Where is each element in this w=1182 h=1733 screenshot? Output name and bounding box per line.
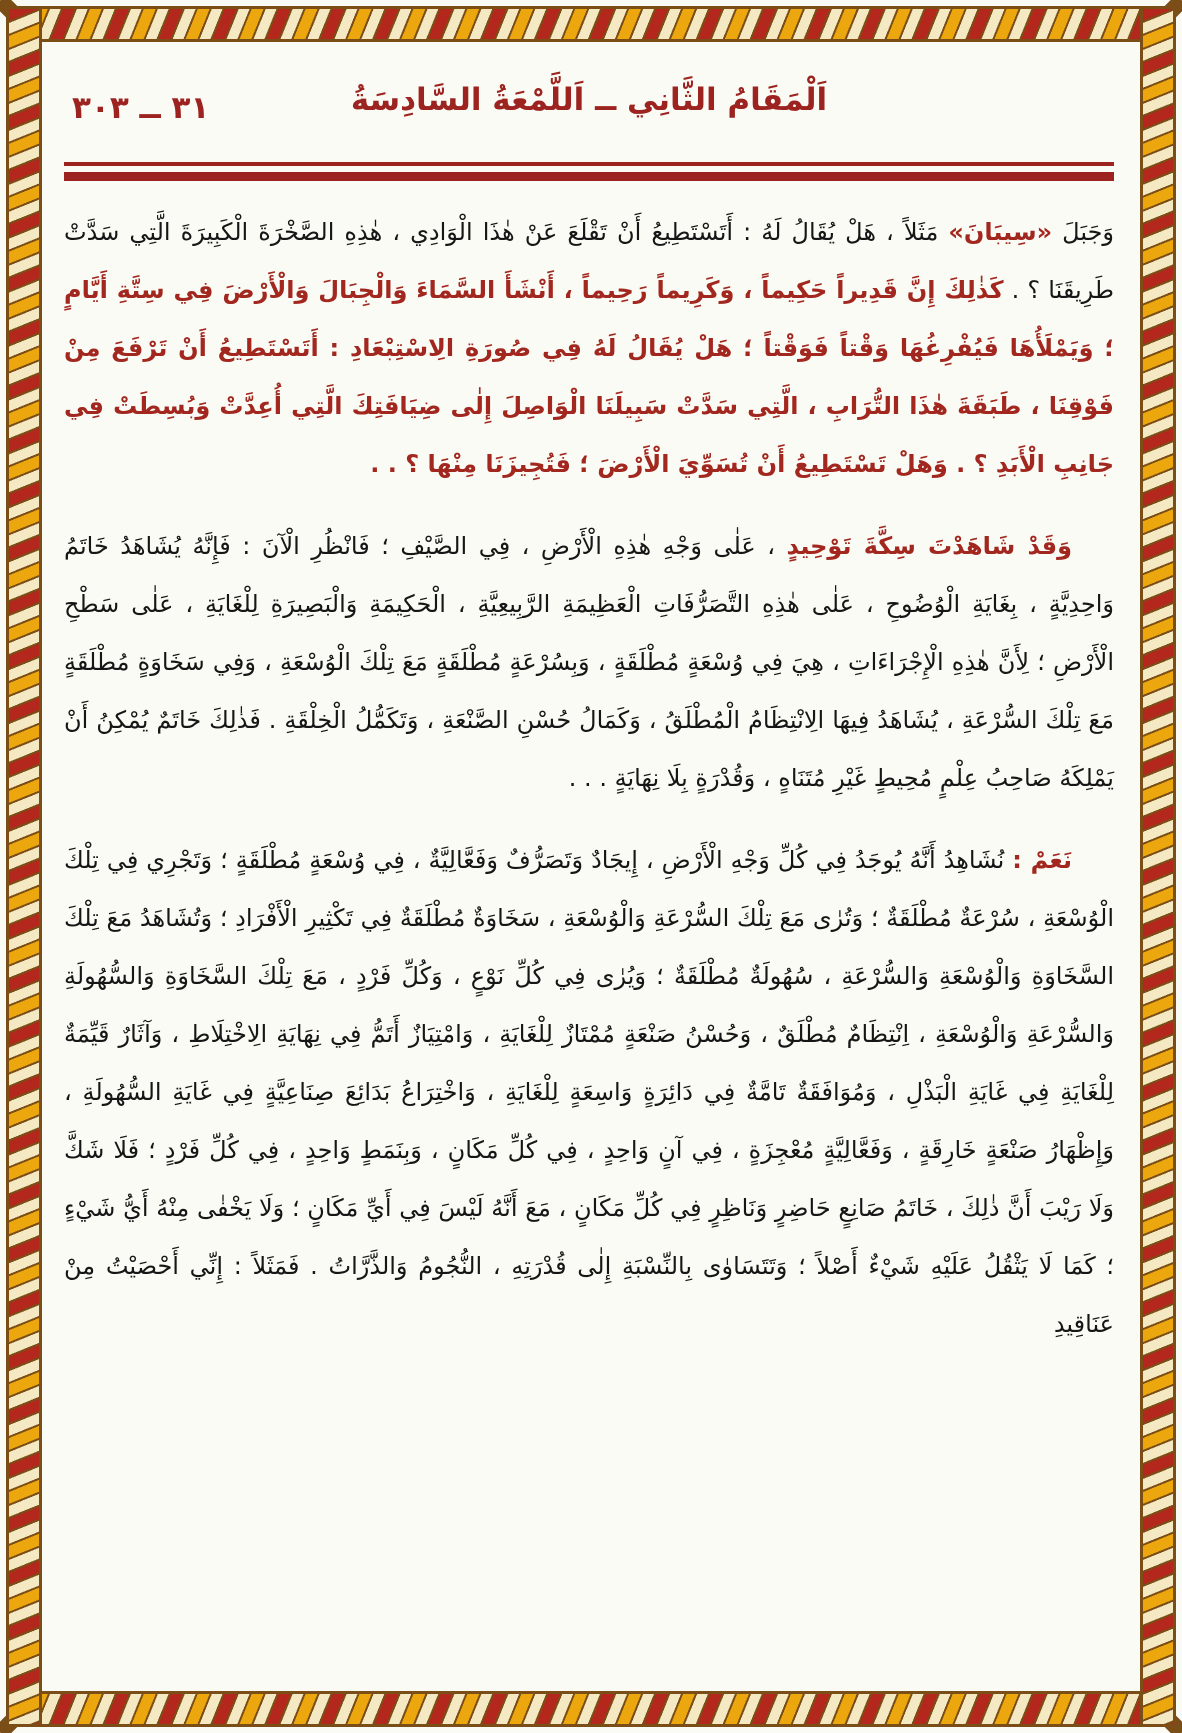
text-segment: ، عَلٰى وَجْهِ هٰذِهِ الْأَرْضِ ، فِي الصَّيْفِ ؛ فَانْظُرِ الْآنَ : فَإِنَّهُ يُشَاهَدُ خَاتَمُ وَاحِدِيَّةٍ ، بِغَايَةِ الْوُضُوحِ ، عَلٰى هٰذِهِ التَّصَرُّفَاتِ الْعَظِيمَةِ الرَّبِيعِيَّةِ ، الْحَكِيمَةِ وَالْبَصِيرَةِ لِلْغَايَةِ ، عَلٰى سَطْحِ الْأَرْضِ ؛ لِأَنَّ هٰذِهِ الْإِجْرَاءَاتِ ، هِيَ فِي وُسْعَةٍ مُطْلَقَةٍ ، وَبِسُرْعَةٍ مُطْلَقَةٍ مَعَ تِلْكَ الْوُسْعَةِ ، وَفِي سَخَاوَةٍ مُطْلَقَةٍ مَعَ تِلْكَ السُّرْعَةِ ، يُشَاهَدُ فِيهَا الِانْتِظَامُ الْمُطْلَقُ ، وَكَمَالُ حُسْنِ الصَّنْعَةِ ، وَتَكَمُّلُ الْخِلْقَةِ . فَذٰلِكَ خَاتَمٌ يُمْكِنُ أَنْ يَمْلِكَهُ صَاحِبُ عِلْمٍ مُحِيطٍ غَيْرِ مُتَنَاهٍ ، وَقُدْرَةٍ بِلَا نِهَايَةٍ . . . — [64, 532, 1114, 792]
header-divider — [64, 162, 1114, 181]
paragraph — [64, 203, 1114, 493]
page-content — [42, 42, 1140, 1691]
text-segment-emphasis: نَعَمْ : — [1012, 846, 1072, 874]
decorative-border-top — [6, 6, 1176, 42]
decorative-border-bottom — [6, 1691, 1176, 1727]
divider-thick-line — [64, 172, 1114, 181]
divider-thin-line — [64, 162, 1114, 166]
page-title: اَلْمَقَامُ الثَّانِي ــ اَللَّمْعَةُ السَّادِسَةُ — [350, 82, 828, 118]
text-segment-emphasis: «سِيبَانَ» — [948, 218, 1053, 246]
decorative-border-right — [1140, 6, 1176, 1727]
decorative-border-left — [6, 6, 42, 1727]
text-segment: وَجَبَلَ — [1052, 218, 1114, 246]
text-segment-emphasis: وَقَدْ شَاهَدْتَ سِكَّةَ تَوْحِيدٍ — [786, 532, 1072, 560]
page-numbers: ٣١ ــ ٣٠٣ — [72, 90, 210, 126]
text-segment: مَثَلاً ، هَلْ يُقَالُ لَهُ : أَتَسْتَطِيعُ أَنْ تَقْلَعَ عَنْ هٰذَا الْوَادِي ، هٰذِهِ الصَّخْرَةَ الْكَبِيرَةَ الَّتِي سَدَّتْ طَرِيقَنَا ؟ . — [64, 218, 1115, 304]
body-text — [64, 203, 1114, 1353]
page-header — [64, 76, 1114, 150]
text-segment: نُشَاهِدُ أَنَّهُ يُوجَدُ فِي كُلِّ وَجْهِ الْأَرْضِ ، إِيجَادٌ وَتَصَرُّفٌ وَفَعَّالِيَّةٌ ، فِي وُسْعَةٍ مُطْلَقَةٍ ؛ وَتَجْرِي فِي تِلْكَ الْوُسْعَةِ ، سُرْعَةٌ مُطْلَقَةٌ ؛ وَتُرٰى مَعَ تِلْكَ السُّرْعَةِ وَالْوُسْعَةِ ، سَخَاوَةٌ مُطْلَقَةٌ فِي تَكْثِيرِ الْأَفْرَادِ ؛ وَتُشَاهَدُ مَعَ تِلْكَ السَّخَاوَةِ وَالْوُسْعَةِ وَالسُّرْعَةِ ، سُهُولَةٌ مُطْلَقَةٌ ؛ وَيُرٰى فِي كُلِّ نَوْعٍ ، وَكُلِّ فَرْدٍ ، مَعَ تِلْكَ السَّخَاوَةِ وَالسُّهُولَةِ وَالسُّرْعَةِ وَالْوُسْعَةِ ، اِنْتِظَامٌ مُطْلَقٌ ، وَحُسْنُ صَنْعَةٍ مُمْتَازٌ لِلْغَايَةِ ، وَامْتِيَازٌ أَتَمُّ فِي نِهَايَةِ الِاخْتِلَاطِ ، وَآثَارٌ قَيِّمَةٌ لِلْغَايَةِ فِي غَايَةِ الْبَذْلِ ، وَمُوَافَقَةٌ تَامَّةٌ فِي دَائِرَةٍ وَاسِعَةٍ لِلْغَايَةِ ، وَاخْتِرَاعُ بَدَائِعَ صِنَاعِيَّةٍ فِي غَايَةِ السُّهُولَةِ ، وَإِظْهَارُ صَنْعَةٍ خَارِقَةٍ ، وَفَعَّالِيَّةٍ مُعْجِزَةٍ ، فِي آنٍ وَاحِدٍ ، فِي كُلِّ مَكَانٍ ، وَبِنَمَطٍ وَاحِدٍ ، فِي كُلِّ فَرْدٍ ؛ فَلَا شَكَّ وَلَا رَيْبَ أَنَّ ذٰلِكَ ، خَاتَمُ صَانِعٍ حَاضِرٍ وَنَاظِرٍ فِي كُلِّ مَكَانٍ ، مَعَ أَنَّهُ لَيْسَ فِي أَيِّ مَكَانٍ ؛ وَلَا يَخْفٰى مِنْهُ أَيُّ شَيْءٍ ؛ كَمَا لَا يَثْقُلُ عَلَيْهِ شَيْءٌ أَصْلاً ؛ وَتَتَسَاوٰى بِالنِّسْبَةِ إِلٰى قُدْرَتِهِ ، النُّجُومُ وَالذَّرَّاتُ . فَمَثَلاً : إِنِّي أَحْصَيْتُ مِنْ عَنَاقِيدِ — [64, 846, 1114, 1338]
paragraph — [64, 517, 1114, 807]
paragraph — [64, 831, 1114, 1353]
text-segment-emphasis: كَذٰلِكَ إِنَّ قَدِيراً حَكِيماً ، وَكَرِيماً رَحِيماً ، أَنْشَأَ السَّمَاءَ وَالْجِبَالَ وَالْأَرْضَ فِي سِتَّةِ أَيَّامٍ ؛ وَيَمْلَأُهَا فَيُفْرِغُهَا وَقْتاً فَوَقْتاً ؛ هَلْ يُقَالُ لَهُ فِي صُورَةِ الِاسْتِبْعَادِ : أَتَسْتَطِيعُ أَنْ تَرْفَعَ مِنْ فَوْقِنَا ، طَبَقَةَ هٰذَا التُّرَابِ ، الَّتِي سَدَّتْ سَبِيلَنَا الْوَاصِلَ إِلٰى ضِيَافَتِكَ الَّتِي أُعِدَّتْ وَبُسِطَتْ فِي جَانِبِ الْأَبَدِ ؟ . وَهَلْ تَسْتَطِيعُ أَنْ تُسَوِّيَ الْأَرْضَ ؛ فَتُجِيزَنَا مِنْهَا ؟ . . — [64, 276, 1114, 478]
